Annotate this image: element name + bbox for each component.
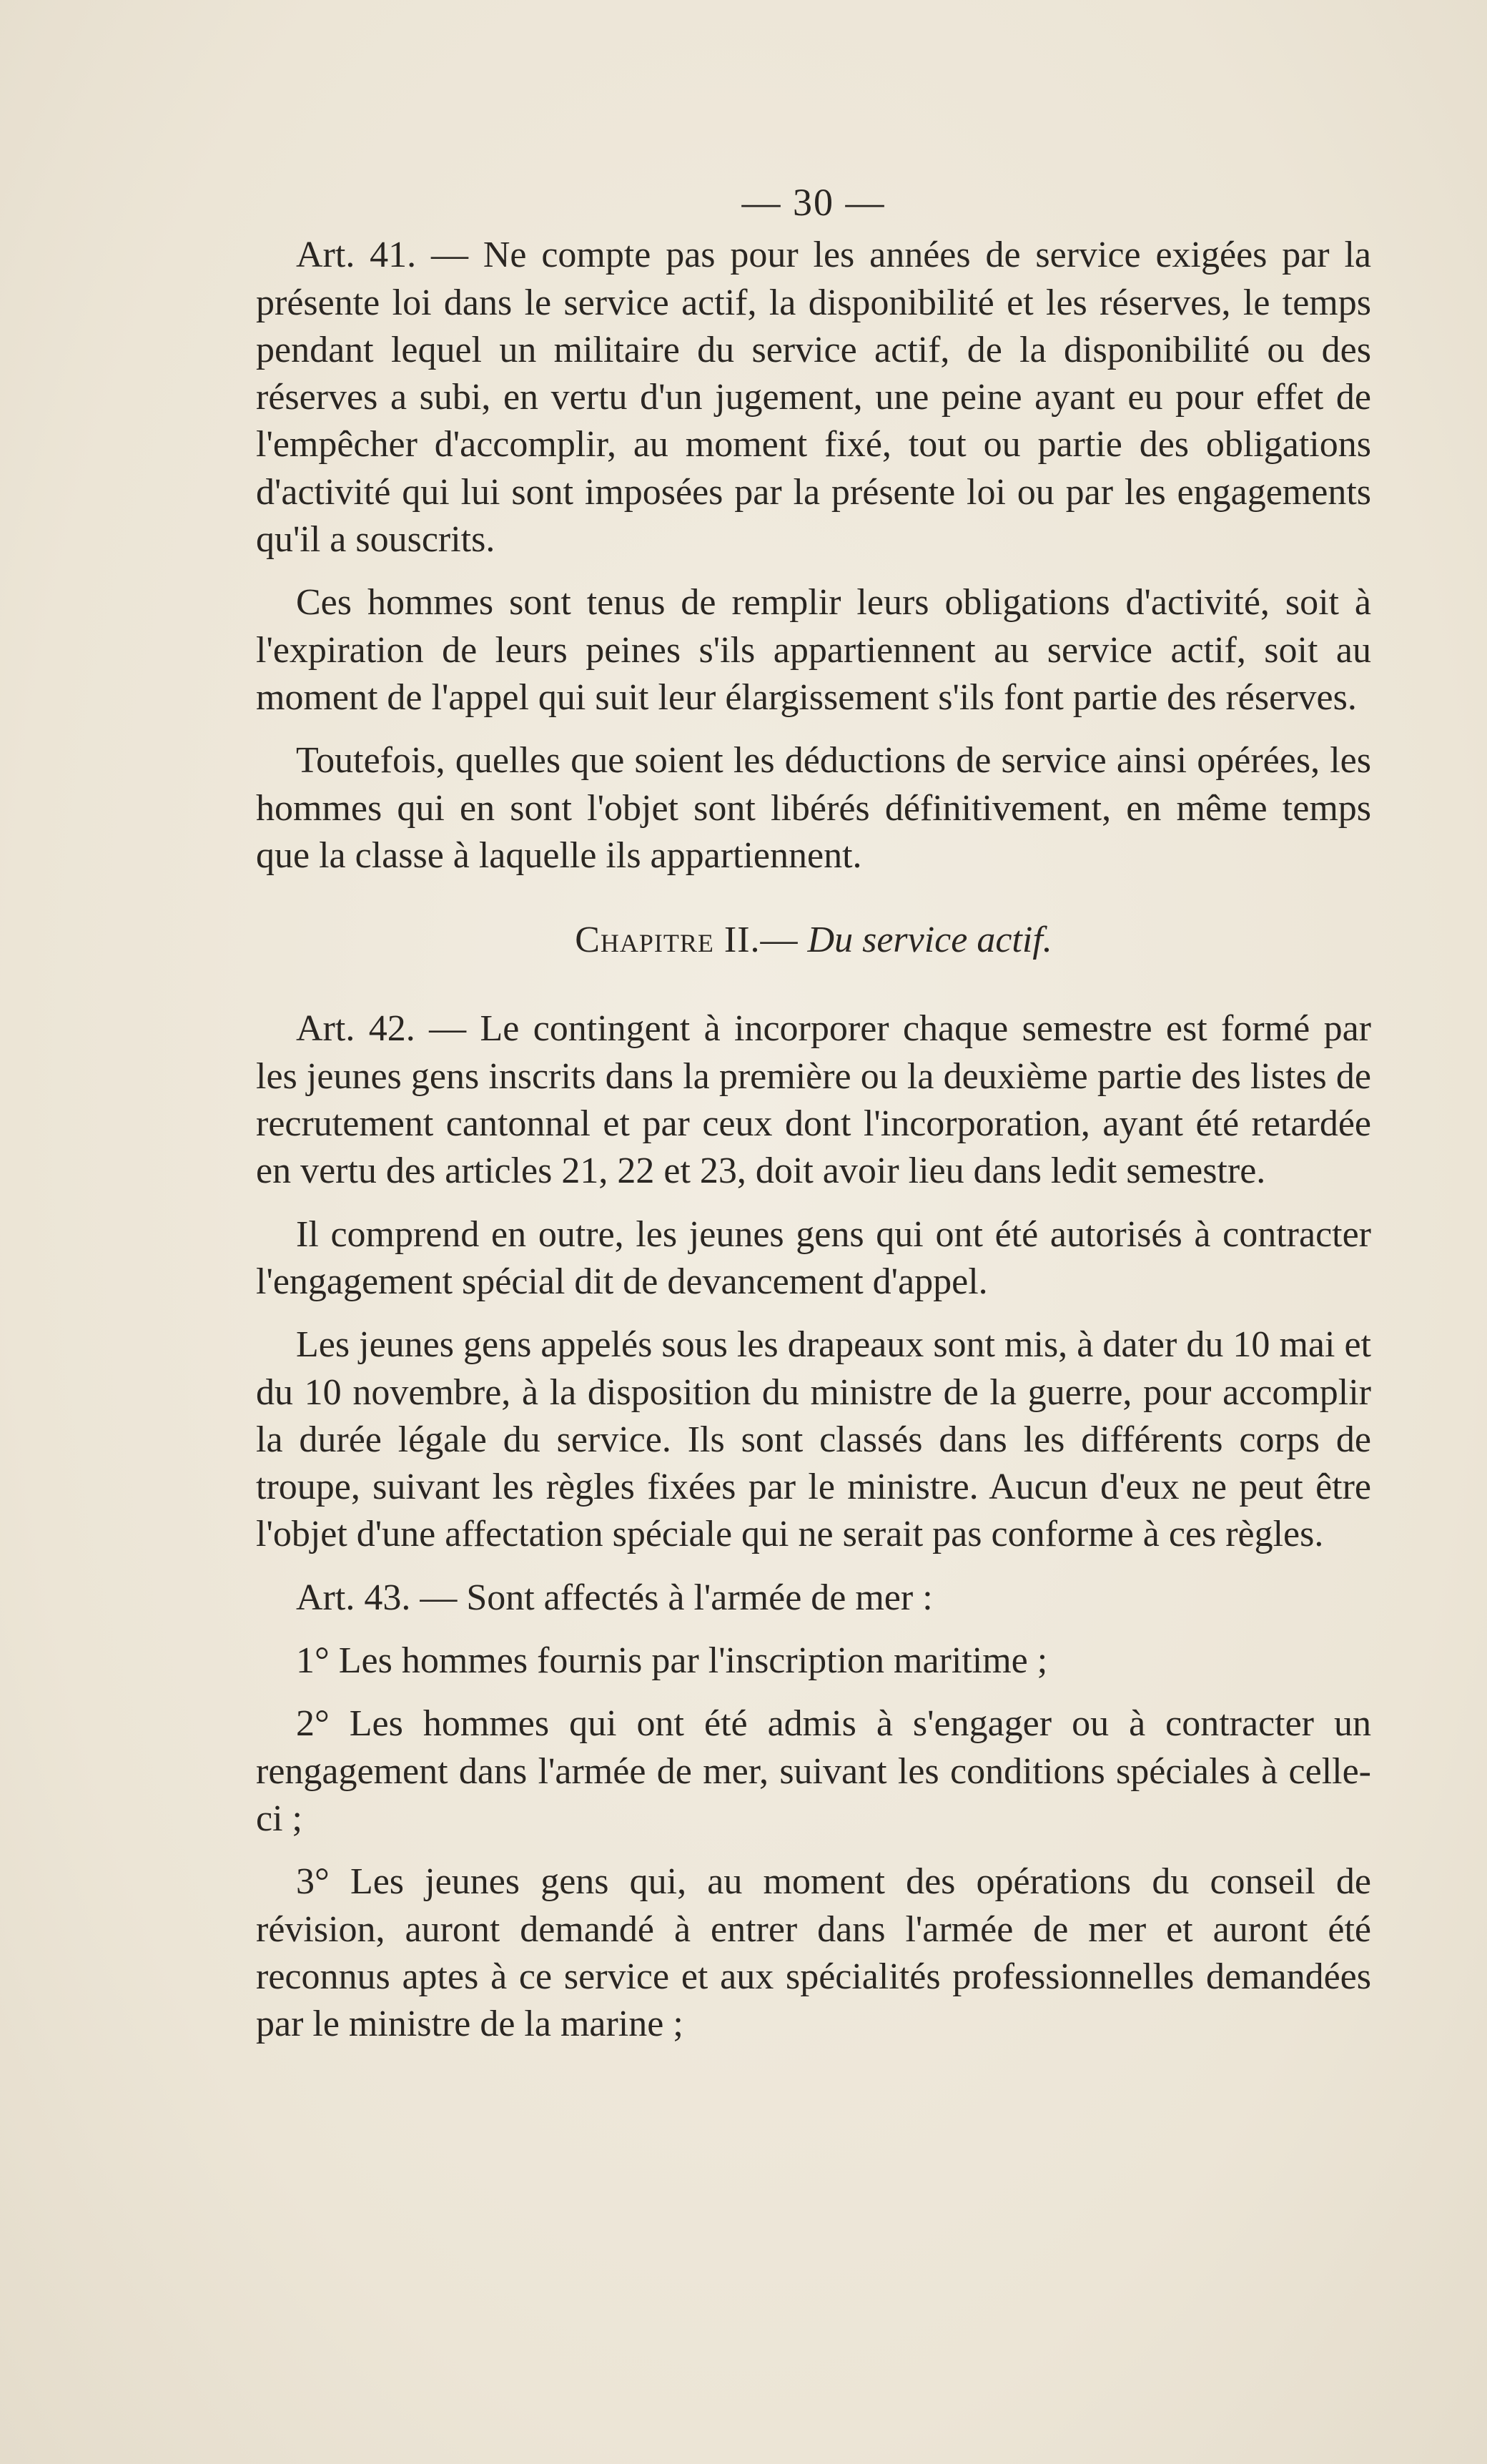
list-item-3: 3° Les jeunes gens qui, au moment des opérations du conseil de révision, auront demandé à entrer dans l'armée de mer et auront été reconnus aptes à ce service et aux spécialités professionnelles demandées par le ministre de la marine ;: [256, 1861, 1371, 2045]
text-block: [256, 179, 1371, 2048]
paragraph-toutefois: Toutefois, quelles que soient les déductions de service ainsi opérées, les hommes qui en sont l'objet sont libérés définitivement, en même temps que la classe à laquelle ils appartiennent.: [256, 740, 1371, 876]
chapter-heading: [256, 917, 1371, 964]
paragraph-art-41: Art. 41. — Ne compte pas pour les années de service exigées par la présente loi dans le service actif, la disponibilité et les réserves, le temps pendant lequel un militaire du service actif, de la disponibilité ou des réserves a subi, en vertu d'un jugement, une peine ayant eu pour effet de l'empêcher d'accomplir, au moment fixé, tout ou partie des obligations d'activité qui lui sont imposées par la présente loi ou par les engagements qu'il a souscrits.: [256, 235, 1371, 561]
paragraph-devancement: Il comprend en outre, les jeunes gens qui ont été autorisés à contracter l'engagement spécial dit de devancement d'appel.: [256, 1213, 1371, 1302]
paragraph-jeunes-gens-appeles: Les jeunes gens appelés sous les drapeaux sont mis, à dater du 10 mai et du 10 novembre, à la disposition du ministre de la guerre, pour accomplir la durée légale du service. Ils sont classés dans les différents corps de troupe, suivant les règles fixées par le ministre. Aucun d'eux ne peut être l'objet d'une affectation spéciale qui ne serait pas conforme à ces règles.: [256, 1324, 1371, 1555]
list-item-2: 2° Les hommes qui ont été admis à s'engager ou à contracter un rengagement dans l'armée de mer, suivant les conditions spéciales à celle-ci ;: [256, 1703, 1371, 1839]
paragraph-art-43: Art. 43. — Sont affectés à l'armée de mer :: [296, 1577, 933, 1618]
page-number: — 30 —: [741, 181, 886, 224]
list-item-1: 1° Les hommes fournis par l'inscription maritime ;: [296, 1640, 1048, 1682]
chapter-label: Chapitre II.—: [575, 920, 799, 961]
paragraph-art-42: Art. 42. — Le contingent à incorporer chaque semestre est formé par les jeunes gens inscrits dans la première ou la deuxième partie des listes de recrutement cantonnal et par ceux dont l'incorporation, ayant été retardée en vertu des articles 21, 22 et 23, doit avoir lieu dans ledit semestre.: [256, 1008, 1371, 1192]
chapter-title: Du service actif.: [807, 920, 1052, 961]
paragraph-obligations: Ces hommes sont tenus de remplir leurs obligations d'activité, soit à l'expiration de leurs peines s'ils appartiennent au service actif, soit au moment de l'appel qui suit leur élargissement s'ils font partie des réserves.: [256, 582, 1371, 718]
